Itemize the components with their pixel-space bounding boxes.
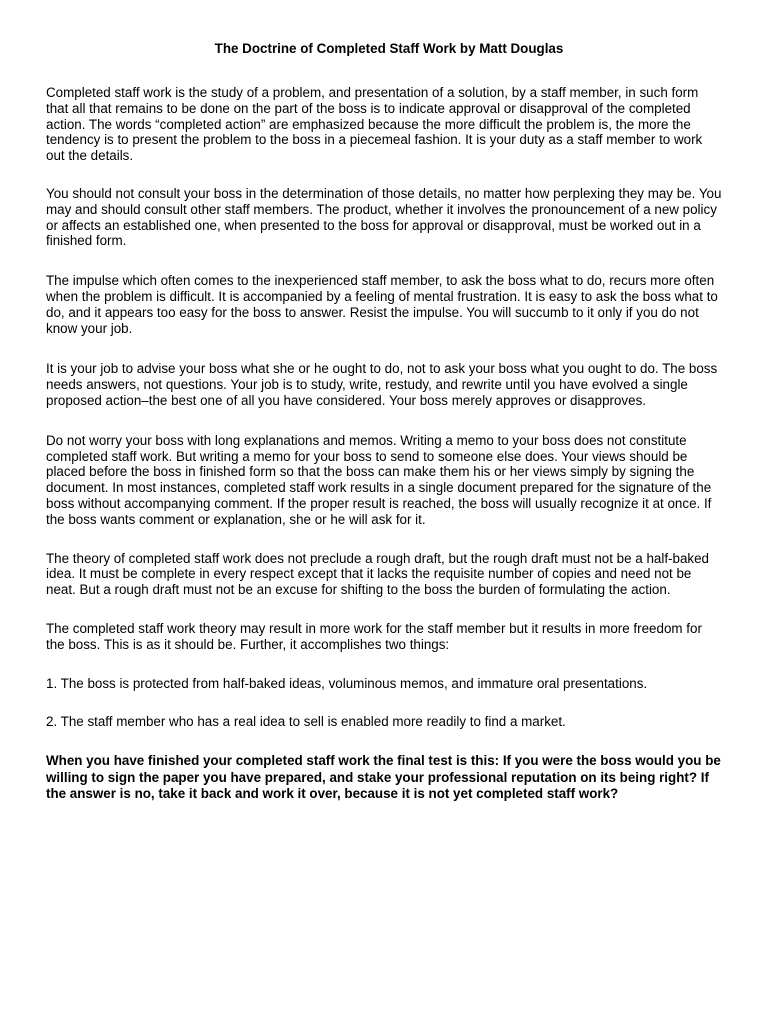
paragraph-consultation: You should not consult your boss in the determination of those details, no matter how perplexing they may be. You may and should consult other staff members. The product, whether it involves the pronouncement of a new policy or affects an established one, when presented to the boss for approval or disapproval, must be worked out in a finished form.: [46, 185, 722, 249]
paragraph-rough-draft: The theory of completed staff work does not preclude a rough draft, but the rough draft must not be a half-baked idea. It must be complete in every respect except that it lacks the requisite number of copies and need not be neat. But a rough draft must not be an excuse for shifting to the boss the burden of formulating the action.: [46, 550, 709, 598]
document-body: [46, 41, 724, 803]
paragraph-memos: Do not worry your boss with long explanations and memos. Writing a memo to your boss does not constitute completed staff work. But writing a memo for your boss to send to someone else does. Your views should be placed before the boss in finished form so that the boss can make them his or her views simply by signing the document. In most instances, completed staff work results in a single document prepared for the signature of the boss without accompanying comment. If the proper result is reached, the boss will usually recognize it at once. If the boss wants comment or explanation, she or he will ask for it.: [46, 432, 712, 527]
list-item-2: 2. The staff member who has a real idea to sell is enabled more readily to find a market.: [46, 714, 566, 730]
paragraph-advise: It is your job to advise your boss what she or he ought to do, not to ask your boss what you ought to do. The boss needs answers, not questions. Your job is to study, write, restudy, and rewrite until you have evolved a single proposed action–the best one of all you have considered. Your boss merely approves or disapproves.: [46, 361, 718, 408]
paragraph-definition: Completed staff work is the study of a problem, and presentation of a solution, by a staff member, in such form that all that remains to be done on the part of the boss is to indicate approval or disapproval of the completed action. The words “completed action” are emphasized because the more difficult the problem is, the more the tendency is to present the problem to the boss in a piecemeal fashion. It is your duty as a staff member to work out the details.: [46, 85, 703, 164]
paragraph-final-test: When you have finished your completed staff work the final test is this: If you were the boss would you be willing to sign the paper you have prepared, and stake your professional reputation on its being right? If the answer is no, take it back and work it over, because it is not yet completed staff work?: [46, 753, 721, 802]
document-title: The Doctrine of Completed Staff Work by Matt Douglas: [214, 41, 564, 56]
paragraph-impulse: The impulse which often comes to the inexperienced staff member, to ask the boss what to do, recurs more often when the problem is difficult. It is accompanied by a feeling of mental frustration. It is easy to ask the boss what to do, and it appears too easy for the boss to answer. Resist the impulse. You will succumb to it only if you do not know your job.: [46, 273, 718, 336]
list-item-1: 1. The boss is protected from half-baked ideas, voluminous memos, and immature oral presentations.: [46, 675, 648, 691]
paragraph-freedom: The completed staff work theory may result in more work for the staff member but it results in more freedom for the boss. This is as it should be. Further, it accomplishes two things:: [46, 620, 702, 652]
